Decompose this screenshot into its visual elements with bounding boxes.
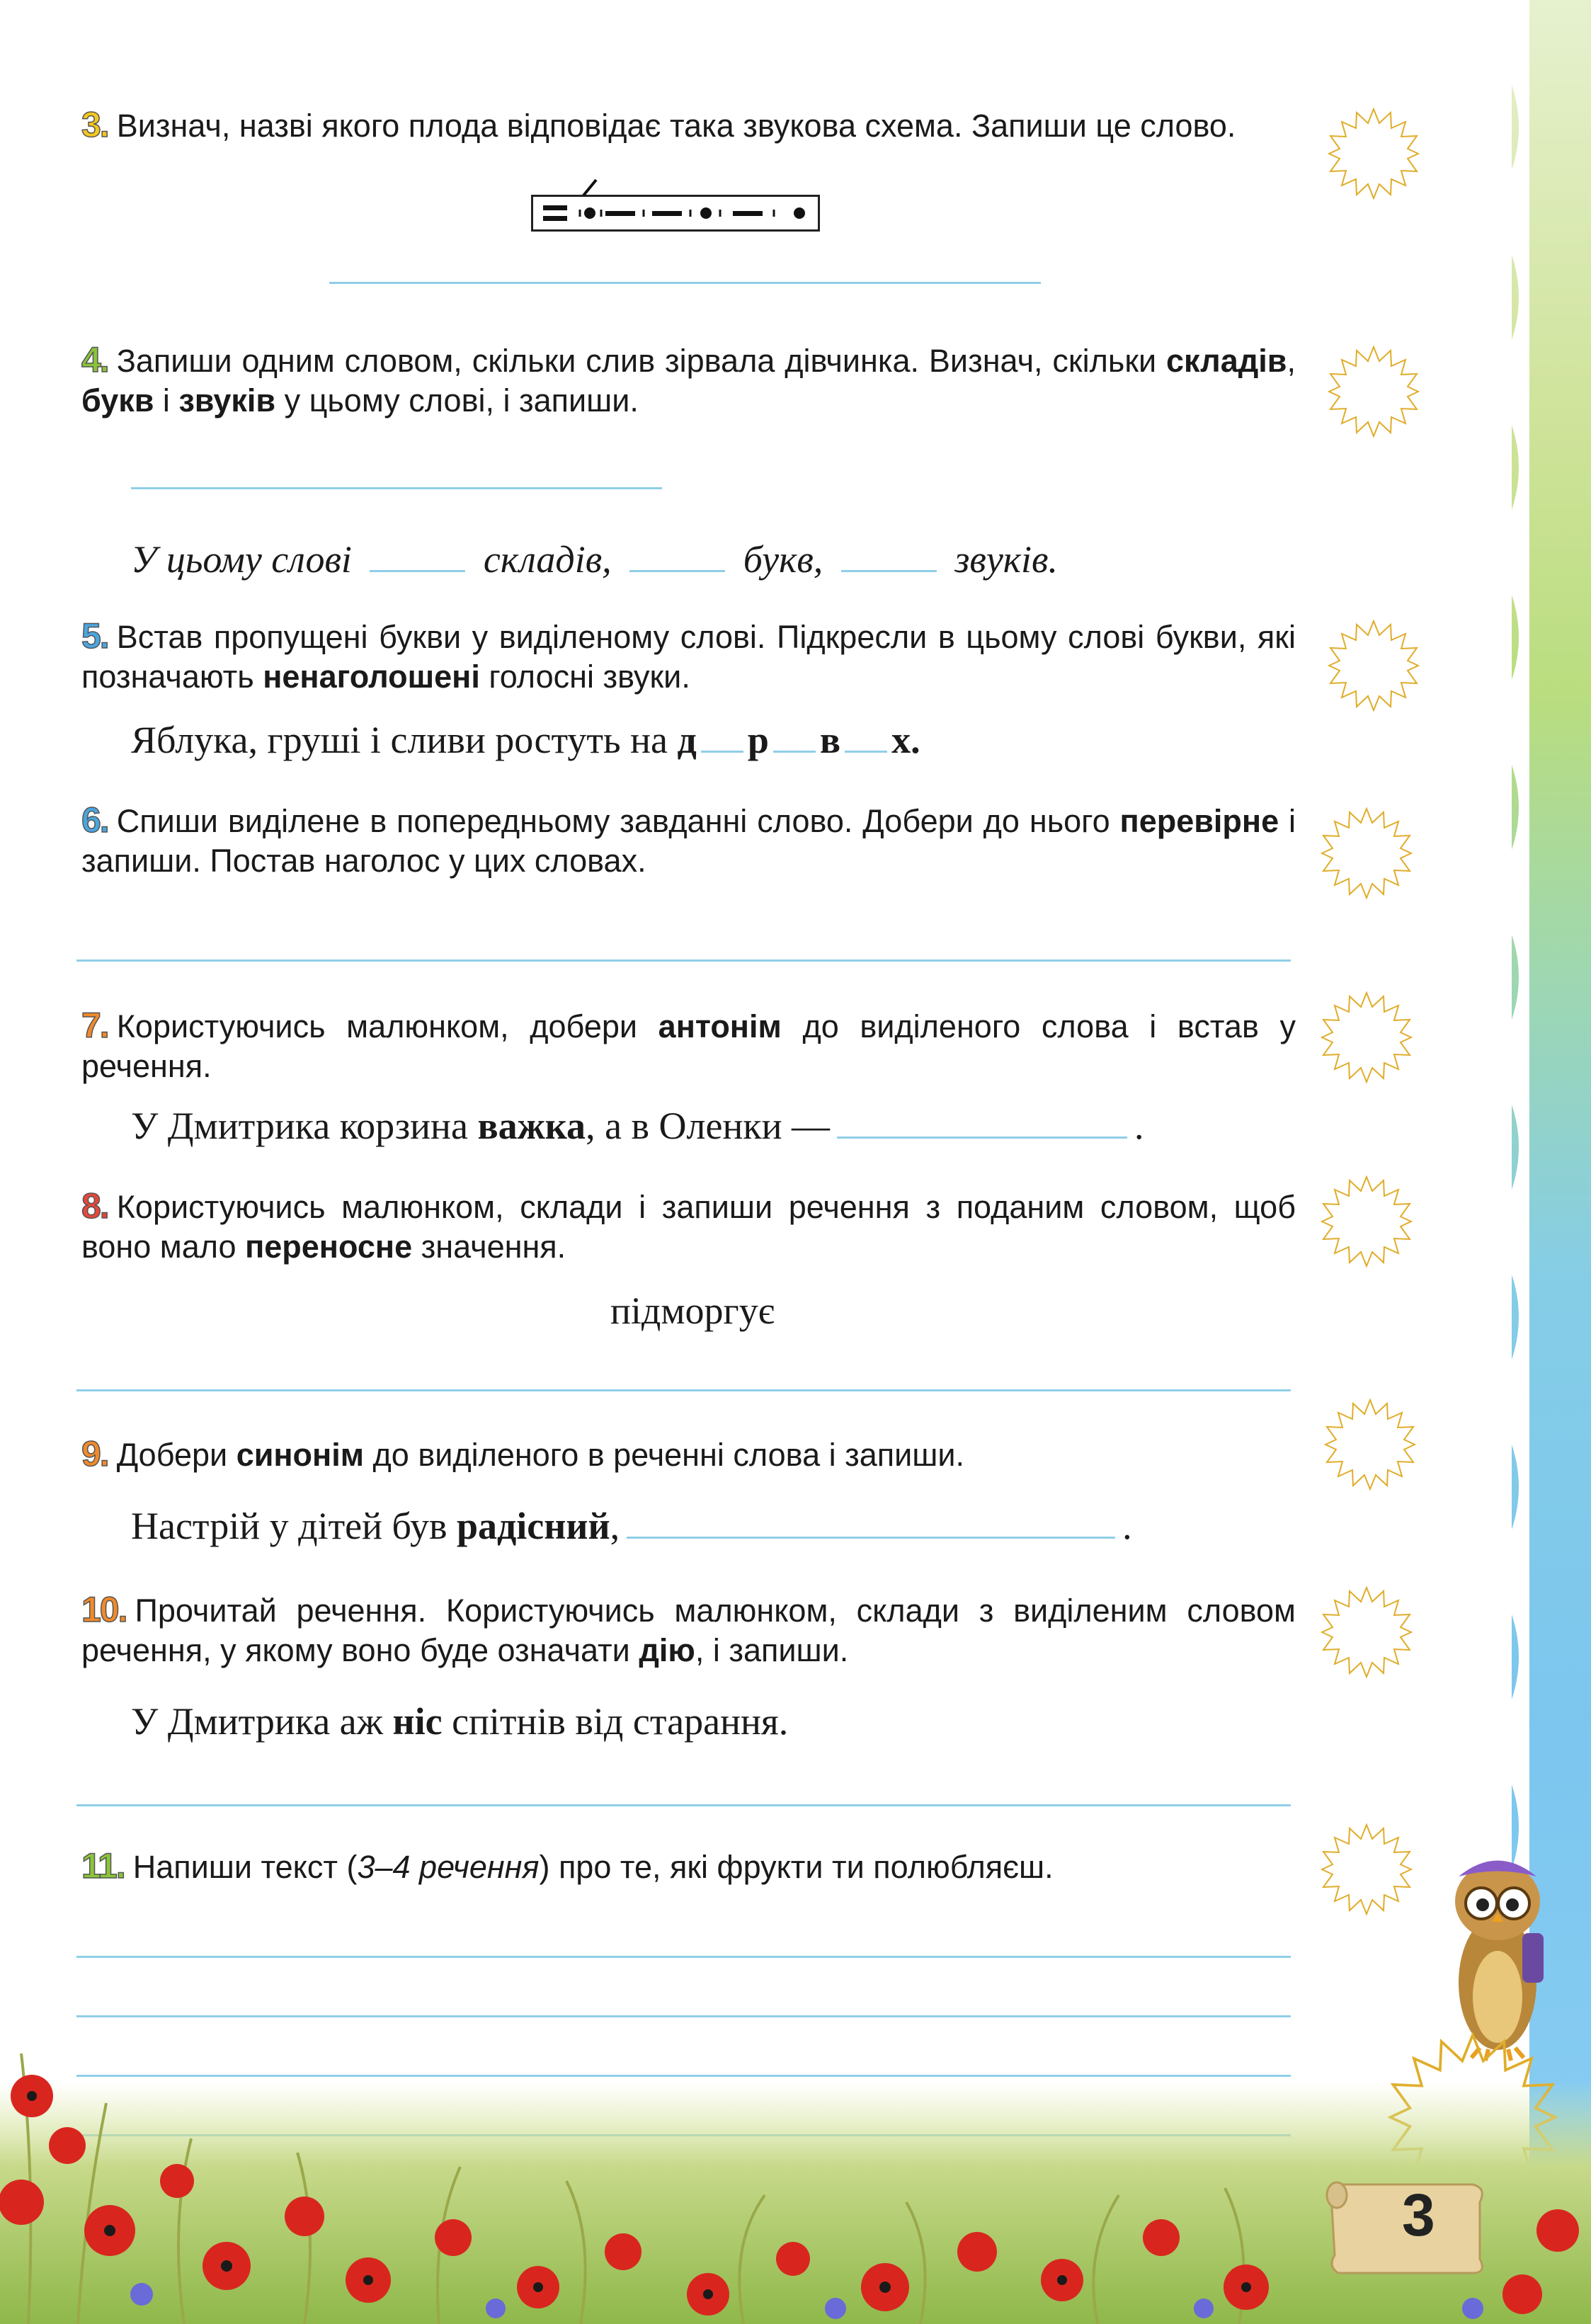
task-text: голосні звуки. (479, 659, 690, 695)
sentence-text: У Дмитрика корзина (131, 1105, 478, 1147)
answer-line[interactable] (76, 1389, 1291, 1391)
task-number: 5. (81, 616, 108, 656)
sun-icon (1321, 1586, 1413, 1678)
bold-word: важка (477, 1105, 586, 1147)
bold-word: складів (1166, 343, 1287, 379)
task-number: 4. (81, 340, 108, 380)
task-text: Напиши текст ( (132, 1849, 358, 1885)
task-number: 8. (81, 1186, 108, 1226)
task-number: 9. (81, 1434, 108, 1474)
sun-icon (1328, 346, 1420, 438)
blank-synonym[interactable] (627, 1501, 1115, 1539)
blank-letter[interactable] (773, 715, 816, 753)
task-text: до виділеного слова і встав у речення. (81, 1008, 1296, 1084)
task-text: Визнач, назві якого плода відповідає така звукова схема. Запиши це слово. (116, 108, 1236, 144)
bold-word: букв (81, 382, 154, 418)
task-6 (81, 800, 1296, 881)
letter: х. (891, 719, 920, 761)
task-text: Добери (116, 1437, 236, 1473)
bold-word: ніс (392, 1700, 443, 1743)
sun-icon (1321, 807, 1413, 899)
answer-line[interactable] (76, 1804, 1291, 1806)
letter: в (819, 719, 841, 761)
task-9 (81, 1434, 1296, 1475)
task-number: 10. (81, 1590, 127, 1629)
task-text: Користуючись малюнком, добери (116, 1008, 658, 1044)
task-text: у цьому слові, і запиши. (275, 382, 639, 418)
sun-icon (1321, 1823, 1413, 1915)
bold-word: радісний (456, 1505, 610, 1547)
blank-sounds[interactable] (841, 535, 937, 572)
bold-word: звуків (178, 382, 276, 418)
task-text: Встав пропущені букви у виділеному слові. Підкресли в цьому слові букви, які позначають (81, 619, 1296, 695)
sentence-text: складів, (483, 538, 612, 581)
bold-word: дію (639, 1632, 695, 1668)
task-11 (81, 1846, 1296, 1887)
sun-icon (1328, 108, 1420, 200)
page-number: 3 (1402, 2182, 1435, 2248)
sentence-text: букв, (743, 538, 823, 581)
task-text: і запиши. Постав наголос у цих словах. (81, 803, 1296, 879)
task-text: значення. (412, 1229, 566, 1265)
given-word: підморгує (610, 1289, 775, 1332)
sun-icon (1321, 1175, 1413, 1268)
task-number: 6. (81, 800, 108, 840)
sentence-text: звуків. (954, 538, 1058, 581)
blank-letter[interactable] (701, 715, 743, 753)
sentence-text: Настрій у дітей був (131, 1505, 457, 1547)
bold-word: перевірне (1119, 803, 1279, 839)
task-text: і (154, 382, 179, 418)
task-text: Прочитай речення. Користуючись малюнком, склади з виділеним словом речення, у якому воно буде означати (81, 1593, 1296, 1668)
task-text: ) про те, які фрукти ти полюбляєш. (539, 1849, 1054, 1885)
bold-word: синонім (236, 1437, 365, 1473)
sentence-text: Яблука, груші і сливи ростуть на (131, 719, 678, 761)
task-3 (81, 105, 1296, 146)
fill-sentence (131, 535, 1058, 581)
fill-sentence (131, 1101, 1144, 1148)
task-text: , (1287, 343, 1296, 379)
task-8 (81, 1186, 1296, 1267)
sun-icon (1324, 1399, 1416, 1491)
blank-antonym[interactable] (837, 1101, 1127, 1139)
letter: р (747, 719, 769, 761)
answer-line[interactable] (76, 959, 1291, 962)
answer-line[interactable] (329, 282, 1041, 284)
task-text: , і запиши. (695, 1632, 849, 1668)
given-sentence (131, 1699, 788, 1743)
sentence-text: . (1122, 1505, 1132, 1547)
fill-sentence (131, 1501, 1132, 1548)
answer-line[interactable] (76, 1956, 1291, 1958)
blank-letters[interactable] (629, 535, 725, 572)
task-text: до виділеного в реченні слова і запиши. (364, 1437, 964, 1473)
task-number: 3. (81, 105, 108, 144)
sentence-text: У цьому слові (131, 538, 352, 581)
task-text: Запиши одним словом, скільки слив зірвала дівчинка. Визнач, скільки (116, 343, 1167, 379)
sentence-text: . (1134, 1105, 1144, 1147)
stress-mark-icon (579, 177, 600, 198)
bold-word: антонім (658, 1008, 782, 1044)
sentence-text: спітнів від старання. (442, 1700, 789, 1743)
fill-sentence (131, 715, 920, 762)
task-number: 7. (81, 1006, 108, 1045)
task-number: 11. (81, 1846, 125, 1886)
bold-word: переносне (245, 1229, 413, 1265)
letter: д (677, 719, 697, 761)
task-4 (81, 340, 1296, 421)
sun-icon (1328, 620, 1420, 712)
sentence-text: , а в Оленки — (586, 1105, 830, 1147)
task-text: Спиши виділене в попередньому завданні слово. Добери до нього (116, 803, 1120, 839)
sun-icon (1321, 991, 1413, 1083)
sentence-text: , (610, 1505, 620, 1547)
blank-syllables[interactable] (370, 535, 465, 572)
task-text: Користуючись малюнком, склади і запиши речення з поданим словом, щоб воно мало (81, 1189, 1296, 1265)
task-10 (81, 1590, 1296, 1670)
bold-word: ненаголошені (263, 659, 480, 695)
task-7 (81, 1006, 1296, 1086)
blank-letter[interactable] (845, 715, 887, 753)
italic-text: 3–4 речення (357, 1849, 540, 1885)
sentence-text: У Дмитрика аж (131, 1700, 393, 1743)
sound-scheme (531, 195, 820, 232)
answer-line[interactable] (131, 487, 662, 489)
task-5 (81, 616, 1296, 697)
